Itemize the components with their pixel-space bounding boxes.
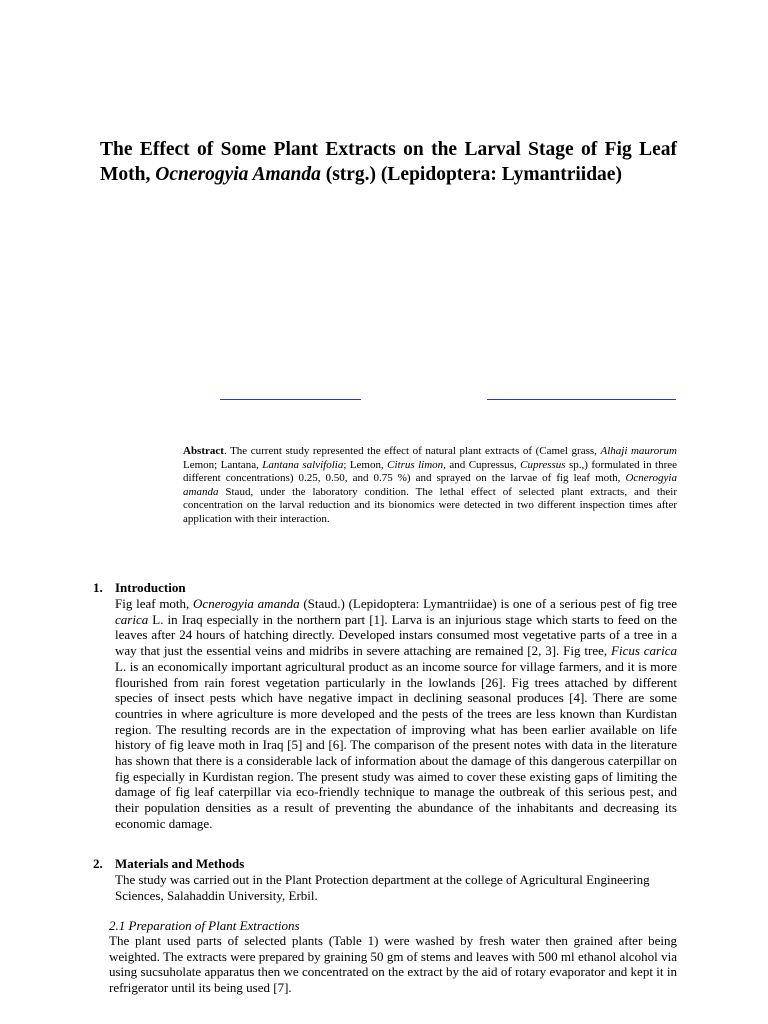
abstract-species: Citrus limon xyxy=(387,458,444,471)
author-link-line-right[interactable] xyxy=(487,399,676,400)
abstract-species: Lantana salvifolia xyxy=(262,458,344,471)
body-text: Fig leaf moth, xyxy=(115,596,194,611)
body-text: L. is an economically important agricultural product as an income source for village farmers, and it is more flourished from rain forest vegetation particularly in the lowlands [26]. Fig trees attached by different species of insect pests which have negative impact in declining seasonal produces [4]. There are some countries in where agriculture is more developed and the pests of the trees are less known than Kurdistan region. The resulting records are in the expectation of improving what has been earlier available on life history of fig leave moth in Iraq [5] and [6]. The comparison of the present notes with data in the literature has shown that there is a considerable lack of information about the damage of this dangerous caterpillar on fig especially in Kurdistan region. The present study was aimed to cover these existing gaps of limiting the damage of fig leaf caterpillar via eco-friendly technique to manage the outbreak of this serious pest, and their population densities as a result of preventing the abundance of the inhabitants and decreasing its economic damage. xyxy=(115,658,677,831)
section-title: Introduction xyxy=(115,580,186,595)
title-species: Ocnerogyia Amanda xyxy=(155,164,321,185)
section-title: Materials and Methods xyxy=(115,856,245,871)
species-name: Ocnerogyia amanda xyxy=(193,596,300,611)
species-name: Ficus carica xyxy=(611,643,677,659)
abstract-text: . The current study represented the effect of natural plant extracts of (Camel grass, xyxy=(223,445,601,457)
species-name: carica xyxy=(115,611,149,627)
abstract-text: , and Cupressus, xyxy=(443,458,521,471)
abstract-text: ; Lemon, xyxy=(343,458,388,471)
author-link-line-left[interactable] xyxy=(220,399,361,400)
abstract-species: Alhaji maurorum xyxy=(600,445,677,457)
title-part2: (strg.) (Lepidoptera: Lymantriidae) xyxy=(320,164,622,185)
abstract-species: Ocnerogyia amanda xyxy=(183,472,677,498)
abstract-text: Lemon; Lantana, xyxy=(183,458,263,471)
section-number: 1. xyxy=(93,580,103,595)
title-part1: The Effect of Some Plant Extracts on the Larval Stage of Fig Leaf Moth, xyxy=(100,139,677,185)
section-number: 2. xyxy=(93,856,103,871)
abstract-text: Staud, under the laboratory condition. The lethal effect of selected plant extracts, and their concentration on the larval reduction and its bionomics were detected in two different inspection times after application with their interaction. xyxy=(183,485,677,525)
abstract xyxy=(183,445,677,527)
subsection-heading: 2.1 Preparation of Plant Extractions xyxy=(109,918,300,933)
preparation-paragraph: The plant used parts of selected plants (Table 1) were washed by fresh water then grained after being weighted. The extracts were prepared by graining 50 gm of stems and leaves with 500 ml ethanol alcohol via using sucsuholate apparatus then we concentrated on the extract by the aid of rotary evaporator and kept it in refrigerator until its being used [7]. xyxy=(109,933,677,996)
abstract-label: Abstract xyxy=(183,445,224,457)
abstract-species: Cupressus xyxy=(520,458,566,471)
methods-paragraph: The study was carried out in the Plant Protection department at the college of Agricultural Engineering Sciences, Salahaddin University, Erbil. xyxy=(115,872,650,903)
body-text: (Staud.) (Lepidoptera: Lymantriidae) is one of a serious pest of fig tree xyxy=(299,596,678,611)
abstract-text: sp.,) formulated in three different concentrations) 0.25, 0.50, and 0.75 %) and sprayed on the larvae of fig leaf moth, xyxy=(183,458,678,485)
paper-title xyxy=(100,137,677,187)
introduction-paragraph xyxy=(115,596,677,832)
body-text: L. in Iraq especially in the northern part [1]. Larva is an injurious stage which starts to feed on the leaves after 24 hours of hatching directly. Developed instars consumed most vegetative parts of a tree in a way that just the essential veins and midribs in severe attaching are remained [2, 3]. Fig tree, xyxy=(115,611,677,659)
